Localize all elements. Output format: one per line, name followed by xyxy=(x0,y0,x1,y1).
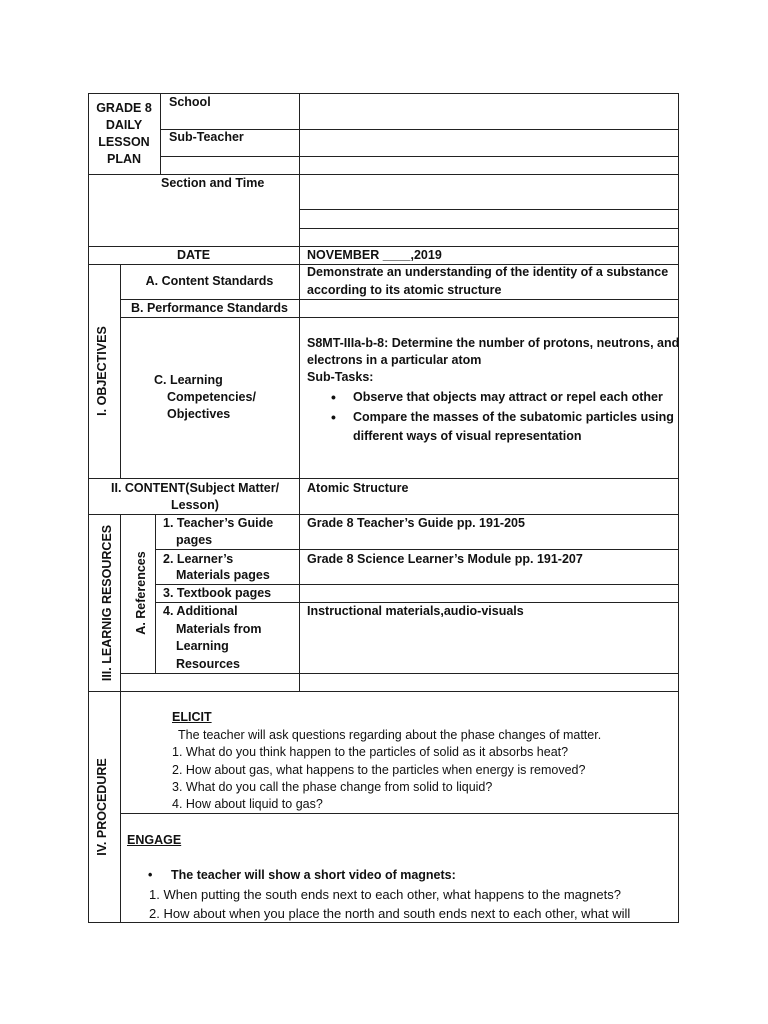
engage-question: 1. When putting the south ends next to each other, what happens to the magnets? xyxy=(149,887,621,902)
rule xyxy=(155,549,679,550)
learners-materials-label: 2. Learner’s xyxy=(163,552,234,566)
content-label: Lesson) xyxy=(171,498,219,512)
additional-materials-label: Learning xyxy=(176,639,229,653)
additional-materials-label: 4. Additional xyxy=(163,604,238,618)
learning-competencies-label: Competencies/ xyxy=(167,390,256,404)
elicit-question: 1. What do you think happen to the particles of solid as it absorbs heat? xyxy=(172,745,569,759)
list-item: • Compare the masses of the subatomic particles using xyxy=(307,407,674,427)
list-item: • Observe that objects may attract or repel each other xyxy=(307,387,674,407)
textbook-label: 3. Textbook pages xyxy=(163,586,272,600)
rule xyxy=(88,478,679,479)
engage-bullet: The teacher will show a short video of magnets: xyxy=(171,868,456,882)
competency-code: S8MT-IIIa-b-8: xyxy=(307,336,389,350)
learning-competencies-label: C. Learning xyxy=(154,373,223,387)
subtask-continuation: different ways of visual representation xyxy=(353,429,582,443)
content-value: Atomic Structure xyxy=(307,481,409,495)
rule xyxy=(299,93,300,246)
engage-bullet-marker: • xyxy=(148,868,153,882)
rule xyxy=(160,156,679,157)
content-standards-label: A. Content Standards xyxy=(145,274,274,288)
procedure-section-label: IV. PROCEDURE xyxy=(95,758,109,856)
content-label: II. CONTENT(Subject Matter/ xyxy=(111,481,280,495)
elicit-question: 3. What do you call the phase change from solid to liquid? xyxy=(172,780,493,794)
plan-title-line: PLAN xyxy=(106,152,142,166)
date-value: NOVEMBER ____,2019 xyxy=(307,248,442,262)
plan-title-line: GRADE 8 xyxy=(96,101,152,115)
elicit-title: ELICIT xyxy=(172,710,212,724)
rule xyxy=(88,93,89,923)
learners-materials-label: Materials pages xyxy=(176,568,270,582)
resources-section-label: III. LEARNIG RESOURCES xyxy=(100,524,114,682)
rule xyxy=(88,691,679,692)
additional-materials-label: Resources xyxy=(176,657,240,671)
competency-statement-continued: electrons in a particular atom xyxy=(307,353,482,367)
additional-materials-label: Materials from xyxy=(176,622,262,636)
plan-title-line: LESSON xyxy=(98,135,150,149)
plan-title-line: DAILY xyxy=(105,118,143,132)
elicit-question: 4. How about liquid to gas? xyxy=(172,797,323,811)
elicit-question: 2. How about gas, what happens to the particles when energy is removed? xyxy=(172,763,586,777)
content-standards-value: according to its atomic structure xyxy=(307,283,502,297)
subtasks-label: Sub-Tasks: xyxy=(307,370,374,384)
date-label: DATE xyxy=(176,248,211,262)
competency-statement xyxy=(307,335,679,353)
additional-materials-value: Instructional materials,audio-visuals xyxy=(307,604,524,618)
teachers-guide-label: pages xyxy=(176,533,213,547)
rule xyxy=(155,514,156,673)
rule xyxy=(299,246,300,692)
section-time-label: Section and Time xyxy=(161,176,265,190)
sub-teacher-label: Sub-Teacher xyxy=(169,130,244,144)
engage-question: 2. How about when you place the north and south ends next to each other, what will xyxy=(149,906,631,921)
teachers-guide-label: 1. Teacher’s Guide xyxy=(163,516,274,530)
elicit-intro: The teacher will ask questions regarding about the phase changes of matter. xyxy=(178,728,602,742)
subtasks-list xyxy=(307,387,674,427)
performance-standards-label: B. Performance Standards xyxy=(131,301,288,315)
learning-competencies-label: Objectives xyxy=(167,407,231,421)
rule xyxy=(120,264,121,478)
content-standards-value: Demonstrate an understanding of the identity of a substance xyxy=(307,265,669,279)
teachers-guide-value: Grade 8 Teacher’s Guide pp. 191-205 xyxy=(307,516,525,530)
rule xyxy=(678,93,679,923)
objectives-section-label: I. OBJECTIVES xyxy=(95,326,109,416)
references-label: A. References xyxy=(134,551,148,635)
competency-text: Determine the number of protons, neutrons, and xyxy=(388,336,680,350)
rule xyxy=(120,514,121,923)
rule xyxy=(299,209,679,210)
rule xyxy=(299,228,679,229)
learners-materials-value: Grade 8 Science Learner’s Module pp. 191-207 xyxy=(307,552,583,566)
rule xyxy=(160,93,161,174)
engage-title: ENGAGE xyxy=(127,833,182,847)
school-label: School xyxy=(169,95,211,109)
